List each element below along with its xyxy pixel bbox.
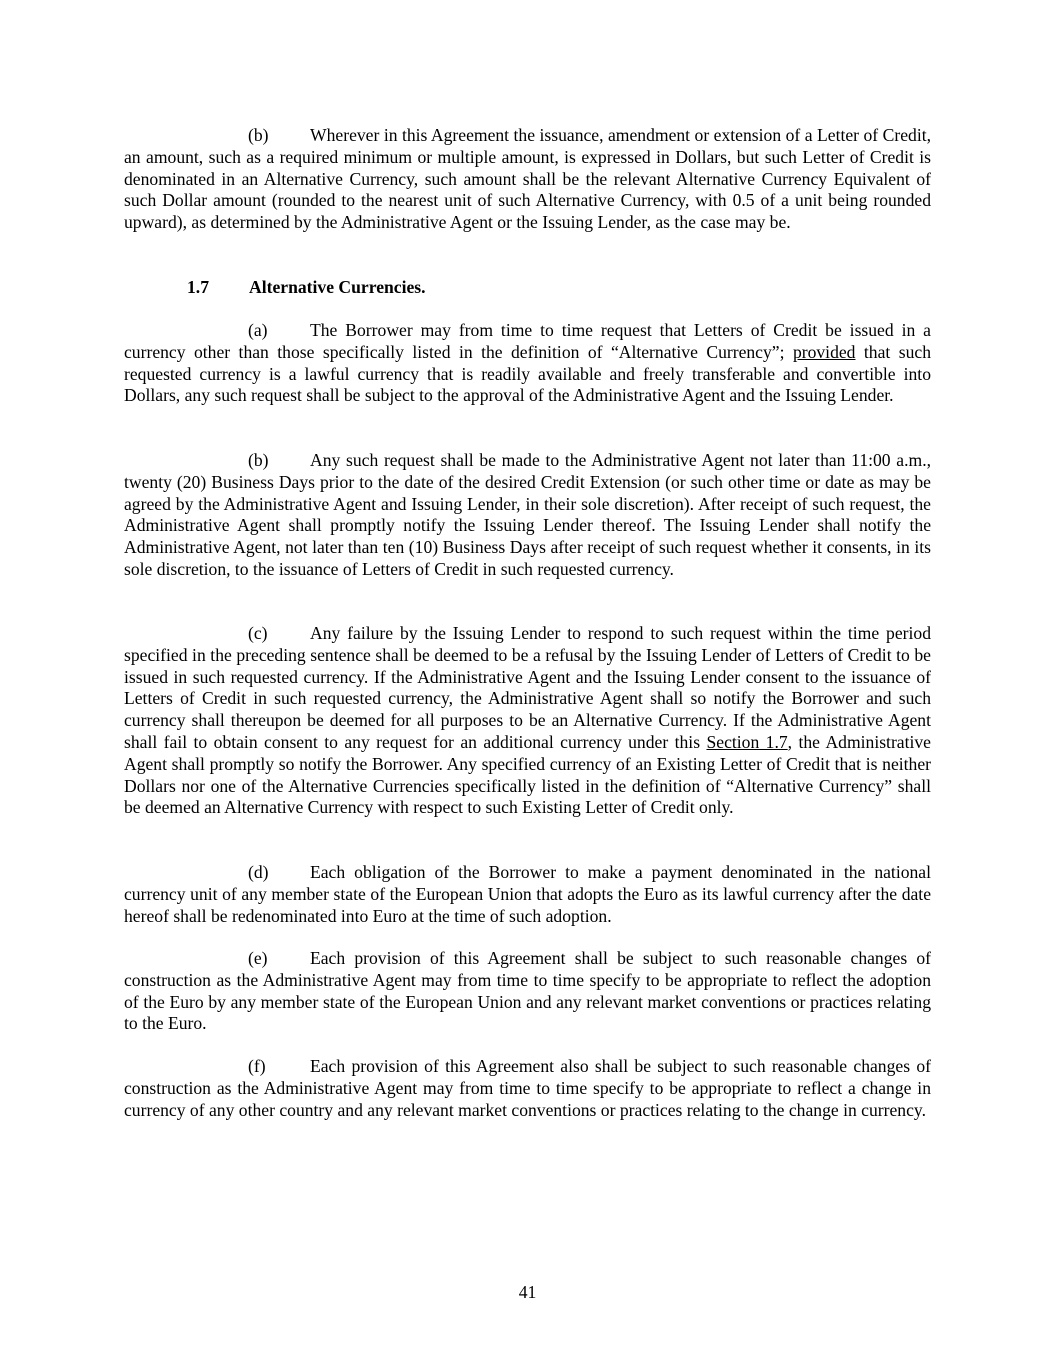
section-heading <box>187 277 426 299</box>
paragraph-text: The Borrower may from time to time request that Letters of Credit be issued in a currency other than those specifically listed in the definition of “Alternative Currency”; <box>124 320 931 362</box>
paragraph-label: (f) <box>248 1056 266 1076</box>
paragraph-text-continued: that such requested currency is a lawful currency that is readily available and freely transferable and convertible into Dollars, any such request shall be subject to the approval of the Administrative Agent and the Issuing Lender. <box>124 341 931 406</box>
paragraph-text: Any such request shall be made to the Administrative Agent not later than 11:00 a.m., twenty (20) Business Days prior to the date of the desired Credit Extension (or such other time or date as may be agreed by the Administrative Agent and Issuing Lender, in their sole discretion). After receipt of such request, the Administrative Agent shall promptly notify the Issuing Lender thereof. The Issuing Lender shall notify the Administrative Agent, not later than ten (10) Business Days after receipt of such request whether it consents, in its sole discretion, to the issuance of Letters of Credit in such requested currency. <box>124 450 931 579</box>
provided-underlined-term: provided <box>792 341 856 362</box>
section-reference-link: Section 1.7 <box>706 731 788 752</box>
paragraph-label: (d) <box>248 862 269 882</box>
paragraph-b-request-timing <box>124 450 931 581</box>
section-number: 1.7 <box>187 277 209 297</box>
paragraph-label: (b) <box>248 450 269 470</box>
paragraph-b-letter-of-credit-amounts <box>124 125 931 234</box>
paragraph-label: (e) <box>248 948 268 968</box>
paragraph-text: Each provision of this Agreement also shall be subject to such reasonable changes of construction as the Administrative Agent may from time to time specify to be appropriate to reflect a change in currency of any other country and any relevant market conventions or practices relating to the change in currency. <box>124 1056 931 1120</box>
paragraph-text: Any failure by the Issuing Lender to respond to such request within the time period specified in the preceding sentence shall be deemed to be a refusal by the Issuing Lender of Letters of Credit to be issued in such requested currency. If the Administrative Agent and the Issuing Lender consent to the issuance of Letters of Credit in such requested currency, the Administrative Agent shall so notify the Borrower and such currency shall thereupon be deemed for all purposes to be an Alternative Currency. If the Administrative Agent shall fail to obtain consent to any request for an additional currency under this <box>124 623 931 752</box>
paragraph-d-euro-redenomination <box>124 862 931 927</box>
paragraph-text: Each obligation of the Borrower to make a payment denominated in the national currency unit of any member state of the European Union that adopts the Euro as its lawful currency after the date hereof shall be redenominated into Euro at the time of such adoption. <box>124 862 931 926</box>
paragraph-a-request-currency <box>124 320 931 407</box>
paragraph-text: Each provision of this Agreement shall be subject to such reasonable changes of construction as the Administrative Agent may from time to time specify to be appropriate to reflect the adoption of the Euro by any member state of the European Union and any relevant market conventions or practices relating to the Euro. <box>124 948 931 1034</box>
paragraph-c-failure-to-respond <box>124 623 931 819</box>
section-title: Alternative Currencies. <box>249 277 426 297</box>
paragraph-label: (b) <box>248 125 269 145</box>
paragraph-label: (c) <box>248 623 268 643</box>
paragraph-f-currency-change <box>124 1056 931 1121</box>
paragraph-e-euro-construction <box>124 948 931 1035</box>
paragraph-label: (a) <box>248 320 268 340</box>
paragraph-text: Wherever in this Agreement the issuance, amendment or extension of a Letter of Credit, an amount, such as a required minimum or multiple amount, is expressed in Dollars, but such Letter of Credit is denominated in an Alternative Currency, such amount shall be the relevant Alternative Currency Equivalent of such Dollar amount (rounded to the nearest unit of such Alternative Currency, with 0.5 of a unit being rounded upward), as determined by the Administrative Agent or the Issuing Lender, as the case may be. <box>124 125 931 233</box>
page-number: 41 <box>518 1282 537 1302</box>
paragraph-text-continued: , the Administrative Agent shall promptly so notify the Borrower. Any specified currency of an Existing Letter of Credit that is neither Dollars nor one of the Alternative Currencies specifically listed in the definition of “Alternative Currency” shall be deemed an Alternative Currency with respect to such Existing Letter of Credit only. <box>124 731 931 818</box>
